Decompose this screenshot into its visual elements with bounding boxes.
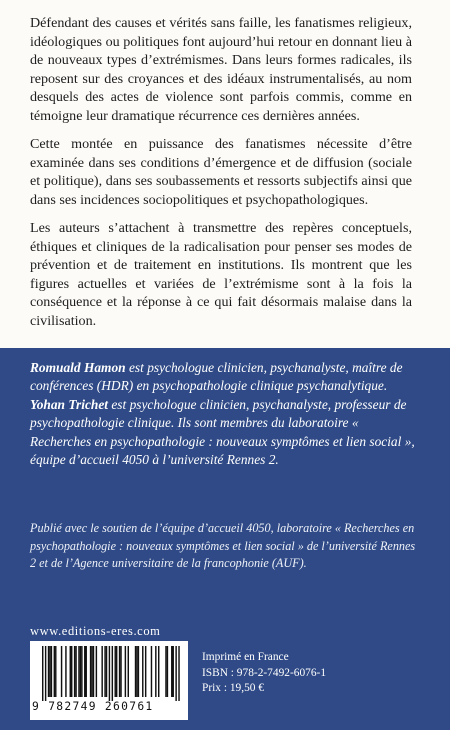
barcode-bar xyxy=(128,646,129,697)
barcode-bars xyxy=(30,641,188,701)
barcode-bar xyxy=(84,646,85,697)
barcode-bar xyxy=(49,646,50,697)
barcode-bar xyxy=(135,646,136,697)
author-name-hamon: Romuald Hamon xyxy=(30,360,126,375)
barcode-bar xyxy=(155,646,156,697)
barcode-bar xyxy=(112,646,113,701)
barcode-bar xyxy=(90,646,91,697)
barcode-bar xyxy=(115,646,116,697)
barcode-bar xyxy=(171,646,172,697)
blurb-section xyxy=(0,0,450,348)
price: Prix : 19,50 € xyxy=(202,682,265,695)
barcode-bar xyxy=(74,646,75,697)
barcode-bar xyxy=(45,646,46,701)
printed-in: Imprimé en France xyxy=(202,651,289,663)
barcode-bar xyxy=(142,646,143,697)
barcode-bar xyxy=(175,646,176,701)
barcode-bar xyxy=(48,646,49,697)
barcode-digits: 9 782749 260761 xyxy=(32,700,154,713)
barcode-bar xyxy=(93,646,94,697)
author-panel xyxy=(0,348,450,730)
support-note: Publié avec le soutien de l’équipe d’accueil 4050, laboratoire « Recherches en psychopathologie : nouveaux symptômes et lien social » de l’université Rennes 2 et de l’Agence universitaire de la francophonie (AUF). xyxy=(30,521,416,570)
barcode-bar xyxy=(96,646,97,697)
barcode-bar xyxy=(51,646,52,697)
barcode-bar xyxy=(125,646,126,697)
barcode xyxy=(30,641,188,720)
author-bio-trichet: est psychologue clinicien, psychanalyste, professeur de psychopathologie clinique. Ils sont membres du laboratoire « Recherches en psychopathologie : nouveaux symptômes et lien social », équipe d’accueil 4050 à l’université Rennes 2. xyxy=(30,396,415,468)
author-bio-hamon: est psychologue clinicien, psychanalyste, maître de conférences (HDR) en psychopathologie clinique psychanalytique. xyxy=(30,360,403,394)
barcode-bar xyxy=(78,646,79,697)
barcode-bar xyxy=(106,646,107,697)
barcode-bar xyxy=(116,646,117,697)
barcode-bar xyxy=(75,646,76,697)
barcode-bar xyxy=(173,646,174,697)
barcode-bar xyxy=(151,646,152,697)
barcode-bar xyxy=(101,646,102,697)
author-bio xyxy=(30,359,418,469)
blurb-paragraph: Défendant des causes et vérités sans faille, les fanatismes religieux, idéologiques ou politiques font aujourd’hui retour en donnant lieu à de nouveaux types d’extrémismes. Dans leurs formes radicales, ils reposent sur des croyances et des idéaux instrumentalisés, au nom desquels des actes de violence sont parfois commis, comme en témoigne leur dramatique récurrence ces dernières années. xyxy=(30,15,412,124)
barcode-bar xyxy=(158,646,159,697)
barcode-bar xyxy=(80,646,81,697)
barcode-bar xyxy=(109,646,110,701)
barcode-bar xyxy=(81,646,82,697)
barcode-bar xyxy=(70,646,71,697)
barcode-bar xyxy=(71,646,72,697)
barcode-bar xyxy=(178,646,179,701)
isbn: ISBN : 978-2-7492-6076-1 xyxy=(202,666,327,679)
publisher-website[interactable]: www.editions-eres.com xyxy=(30,624,161,638)
barcode-bar xyxy=(55,646,56,697)
barcode-bar xyxy=(136,646,137,697)
barcode-bar xyxy=(167,646,168,697)
blurb-paragraph: Cette montée en puissance des fanatismes nécessite d’être examinée dans ses conditions d’émergence et de diffusion (sociale et politique), dans ses soubassements et ressorts subjectifs ainsi que dans ses incidences sociopolitiques et psychopathologiques. xyxy=(30,136,412,208)
publication-info xyxy=(202,650,326,697)
barcode-bar xyxy=(165,646,166,697)
barcode-bar xyxy=(119,646,120,697)
barcode-bar xyxy=(138,646,139,697)
barcode-bar xyxy=(91,646,92,697)
barcode-bar xyxy=(42,646,43,701)
barcode-bar xyxy=(65,646,66,697)
barcode-bar xyxy=(86,646,87,697)
blurb-paragraph: Les auteurs s’attachent à transmettre des repères conceptuels, éthiques et cliniques de la radicalisation pour penser ses modes de prévention et de traitement en institutions. Ils montrent que les figures actuelles et variées de l’extrémisme sont à la fois la conséquence et la réponse à ce qui fait désormais malaise dans la civilisation. xyxy=(30,219,412,329)
barcode-bar xyxy=(120,646,121,697)
barcode-bar xyxy=(145,646,146,697)
barcode-bar xyxy=(54,646,55,697)
barcode-bar xyxy=(61,646,62,697)
author-name-trichet: Yohan Trichet xyxy=(30,396,108,412)
blurb-text xyxy=(30,14,412,340)
barcode-bar xyxy=(104,646,105,697)
